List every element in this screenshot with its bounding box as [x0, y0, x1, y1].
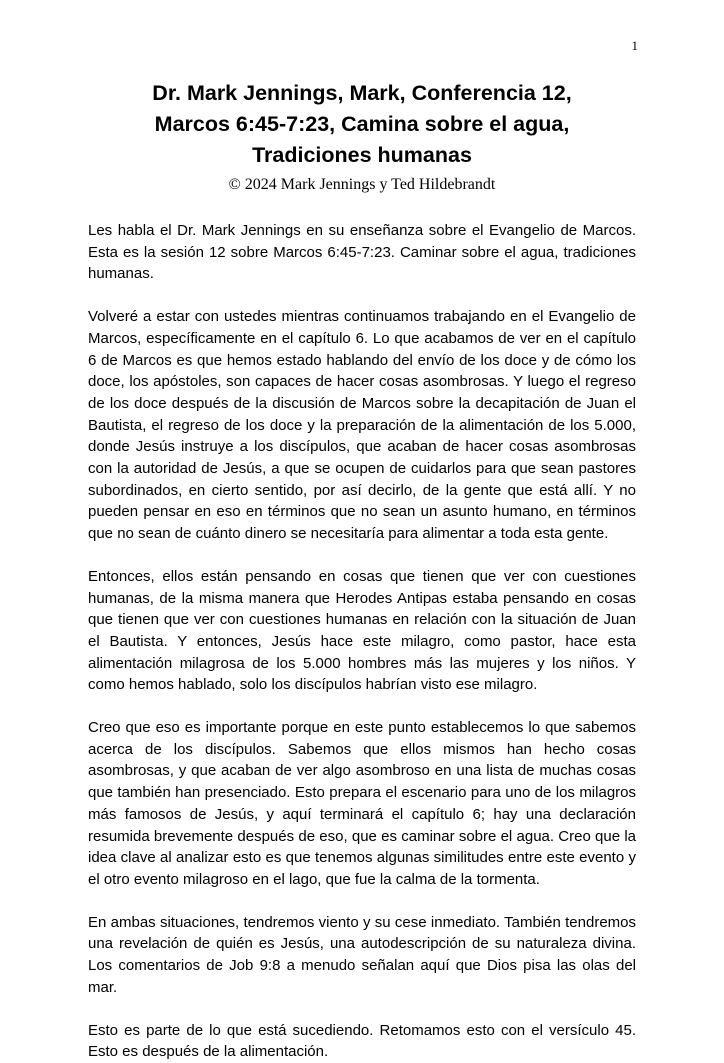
title-line-1: Dr. Mark Jennings, Mark, Conferencia 12,	[152, 81, 572, 105]
paragraph-similarities: En ambas situaciones, tendremos viento y su cese inmediato. También tendremos una revelación de quién es Jesús, una autodescripción de su naturaleza divina. Los comentarios de Job 9:8 a menudo señalan aquí que Dios pisa las olas del mar.	[88, 913, 636, 996]
paragraph-intro: Les habla el Dr. Mark Jennings en su enseñanza sobre el Evangelio de Marcos. Esta es la sesión 12 sobre Marcos 6:45-7:23. Caminar sobre el agua, tradiciones humanas.	[88, 222, 636, 283]
title-line-2: Marcos 6:45-7:23, Camina sobre el agua,	[154, 112, 570, 136]
page-number: 1	[631, 38, 638, 53]
paragraph-human-matters: Entonces, ellos están pensando en cosas que tienen que ver con cuestiones humanas, de la misma manera que Herodes Antipas estaba pensando en cosas que tienen que ver con cuestiones humanas en relación con la situación de Juan el Bautista. Y entonces, Jesús hace este milagro, como pastor, hace esta alimentación milagrosa de los 5.000 hombres más las mujeres y los niños. Y como hemos hablado, solo los discípulos habrían visto ese milagro.	[88, 567, 636, 694]
copyright-line: © 2024 Mark Jennings y Ted Hildebrandt	[228, 176, 496, 193]
page-title	[88, 78, 636, 171]
paragraph-verse45: Esto es parte de lo que está sucediendo. Retomamos esto con el versículo 45. Esto es después de la alimentación.	[88, 1021, 636, 1061]
title-line-3: Tradiciones humanas	[252, 143, 472, 167]
paragraph-chapter6-overview: Volveré a estar con ustedes mientras continuamos trabajando en el Evangelio de Marcos, específicamente en el capítulo 6. Lo que acabamos de ver en el capítulo 6 de Marcos es que hemos estado hablando del envío de los doce y de cómo los doce, los apóstoles, son capaces de hacer cosas asombrosas. Y luego el regreso de los doce después de la discusión de Marcos sobre la decapitación de Juan el Bautista, el regreso de los doce y la preparación de la alimentación de los 5.000, donde Jesús instruye a los discípulos, que acaban de hacer cosas asombrosas con la autoridad de Jesús, a que se ocupen de cuidarlos para que sean pastores subordinados, en cierto sentido, por así decirlo, de la gente que está allí. Y no pueden pensar en eso en términos que no sean un asunto humano, en términos que no sean de cuánto dinero se necesitaría para alimentar a toda esta gente.	[88, 308, 636, 543]
document-body	[88, 220, 636, 1063]
paragraph-disciples-context: Creo que eso es importante porque en este punto establecemos lo que sabemos acerca de los discípulos. Sabemos que ellos mismos han hecho cosas asombrosas, y que acaban de ver algo asombroso en una lista de muchas cosas que también han presenciado. Esto prepara el escenario para uno de los milagros más famosos de Jesús, y aquí terminará el capítulo 6; hay una declaración resumida brevemente después de eso, que es caminar sobre el agua. Creo que la idea clave al analizar esto es que tenemos algunas similitudes entre este evento y el otro evento milagroso en el lago, que fue la calma de la tormenta.	[88, 719, 636, 888]
